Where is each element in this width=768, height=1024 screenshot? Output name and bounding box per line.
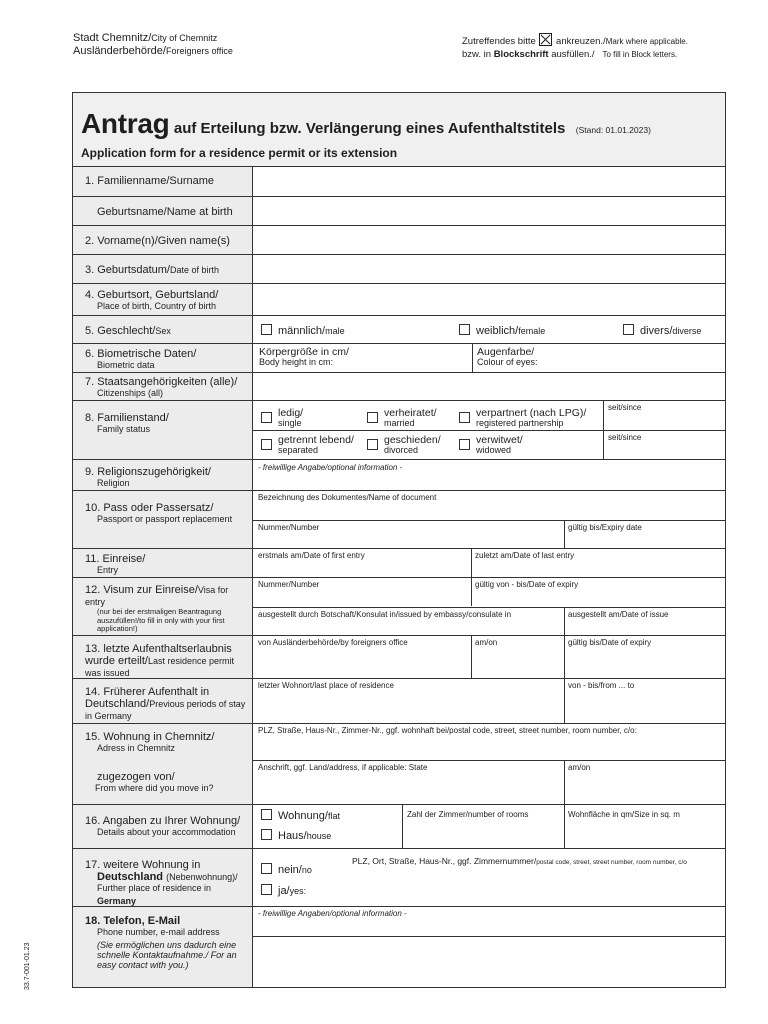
permit-office-field[interactable]: von Ausländerbehörde/by foreigners office [258,638,408,647]
label-visa: 12. Visum zur Einreise/ [85,584,198,596]
row-entry [73,549,725,578]
label-biometric: 6. Biometrische Daten/ [85,348,197,360]
checkbox-flat[interactable] [261,809,272,820]
divider [472,344,473,372]
label-biometric-en: Biometric data [97,360,155,370]
eyes-label-en: Colour of eyes: [477,357,538,367]
option-divorced: geschieden/ [384,434,441,446]
label-birthdate-en: Date of birth [170,265,220,275]
row-birthdate [73,255,725,284]
row-sex [73,316,725,344]
passport-fields [253,491,725,548]
address-fields [253,724,725,804]
divider [402,805,403,848]
label-birthname: Geburtsname/Name at birth [97,206,233,218]
surname-field[interactable] [253,167,725,196]
row-accommodation [73,805,725,849]
instr-text: bzw. in [462,49,492,60]
label-passport-en: Passport or passport replacement [97,514,233,524]
instr-text: Zutreffendes bitte [462,36,536,47]
option-partnership-en: registered partnership [476,418,564,428]
option-house: Haus/ [278,830,307,842]
office-de: Ausländerbehörde/ [73,45,166,57]
option-diverse-en: diverse [672,326,702,336]
family-status-options [253,401,725,459]
option-separated: getrennt lebend/ [278,434,354,446]
label-visa-note: (nur bei der erstmaligen Beantragung auszufüllen!/to fill in only with your first application!) [97,607,225,633]
form-code: 33.7-001-01.23 [24,942,31,990]
checkbox-no[interactable] [261,863,272,874]
birthname-field[interactable] [253,197,725,225]
row-contact [73,907,725,987]
option-single: ledig/ [278,407,304,419]
height-field[interactable] [259,347,349,367]
eye-color-field[interactable] [477,347,538,367]
passport-number-field[interactable]: Nummer/Number [258,523,320,532]
label-religion-en: Religion [97,478,130,488]
checkbox-single[interactable] [261,412,272,423]
permit-date-field[interactable]: am/on [475,638,498,647]
option-married: verheiratet/ [384,407,437,419]
visa-validity-field[interactable]: gültig von - bis/Date of expiry [475,580,579,589]
label-sex-en: Sex [155,326,171,336]
label-sex: 5. Geschlecht/ [85,325,156,337]
size-field[interactable]: Wohnfläche in qm/Size in sq. m [568,810,680,819]
title-stand: (Stand: 01.01.2023) [575,125,651,135]
since-field-1[interactable]: seit/since [608,403,642,412]
label-accommodation-en: Details about your accommodation [97,827,236,837]
entry-fields [253,549,725,577]
move-date-field[interactable]: am/on [568,763,591,772]
row-given-names [73,226,725,255]
option-diverse: divers/ [640,325,673,337]
row-birthplace [73,284,725,316]
last-entry-field[interactable]: zuletzt am/Date of last entry [475,551,575,560]
rooms-field[interactable]: Zahl der Zimmer/number of rooms [407,810,529,819]
further-address-label-en: postal code, street, street number, room number, c/o [536,859,687,866]
label-previous-stay: 14. Früherer Aufenthalt in Deutschland/ [85,686,210,710]
label-given-names: 2. Vorname(n)/Given name(s) [85,235,230,247]
row-passport [73,491,725,549]
given-names-field[interactable] [253,226,725,254]
option-divorced-en: divorced [384,445,419,455]
previous-stay-fields [253,679,725,723]
office-en: Foreigners office [165,46,233,56]
permit-expiry-field[interactable]: gültig bis/Date of expiry [568,638,652,647]
further-address-field[interactable] [349,855,725,869]
label-entry-en: Entry [97,565,119,575]
label-further-residence-en-bold: Germany [97,896,137,906]
label-family-status-en: Family status [97,424,151,434]
crossed-box-icon [539,33,552,46]
checkbox-diverse[interactable] [623,324,634,335]
row-religion [73,460,725,491]
label-accommodation: 16. Angaben zu Ihrer Wohnung/ [85,815,241,827]
label-family-status: 8. Familienstand/ [85,412,169,424]
option-no-en: no [301,865,312,875]
label-contact-note: (Sie ermöglichen uns dadurch eine schnelle Kontaktaufnahme./ For an easy contact with you.) [97,940,237,970]
city-en: City of Chemnitz [151,33,218,43]
label-birthplace-en: Place of birth, Country of birth [97,301,217,311]
option-flat-en: flat [327,811,340,821]
instr-text: ankreuzen./ [556,36,606,47]
label-moved-from-en: From where did you move in? [95,783,214,793]
birthdate-field[interactable] [253,255,725,283]
option-male-en: male [325,326,345,336]
label-passport: 10. Pass oder Passersatz/ [85,502,214,514]
title-antrag: Antrag [81,108,170,139]
religion-field[interactable] [253,460,725,490]
option-female: weiblich/ [476,325,519,337]
since-field-2[interactable]: seit/since [608,433,642,442]
optional-note: - freiwillige Angabe/optional information - [258,463,403,472]
label-further-residence: 17. weitere Wohnung in [85,859,201,871]
label-further-residence-en: Further place of residence in [97,883,212,893]
option-partnership: verpartnert (nach LPG)/ [476,407,587,419]
fill-instructions [462,33,688,61]
city-de: Stadt Chemnitz/ [73,32,152,44]
eyes-label: Augenfarbe/ [477,346,535,358]
accommodation-fields [253,805,725,848]
row-surname [73,167,725,197]
label-last-permit: 13. letzte Aufenthaltserlaubnis wurde erteilt/ [85,643,232,667]
title-rest: auf Erteilung bzw. Verlängerung eines Aufenthaltstitels [173,120,566,137]
further-address-label: PLZ, Ort, Straße, Haus-Nr., ggf. Zimmernummer/ [352,856,537,866]
label-further-residence-bold: Deutschland [97,871,164,883]
option-male: männlich/ [278,325,326,337]
option-female-en: female [518,326,546,336]
label-address: 15. Wohnung in Chemnitz/ [85,731,215,743]
option-no: nein/ [278,864,302,876]
email-field[interactable] [255,937,725,987]
application-form [72,92,726,988]
option-flat: Wohnung/ [278,810,328,822]
page-title [81,108,651,140]
option-married-en: married [384,418,415,428]
option-yes-en: yes: [289,886,307,896]
checkbox-female[interactable] [459,324,470,335]
checkbox-separated[interactable] [261,439,272,450]
label-religion: 9. Religionszugehörigkeit/ [85,466,211,478]
label-further-residence-sub: (Nebenwohnung)/ [166,872,238,882]
instr-text-en: To fill in Block letters. [602,50,678,59]
label-birthplace: 4. Geburtsort, Geburtsland/ [85,289,219,301]
checkbox-widowed[interactable] [459,439,470,450]
row-previous-stay [73,679,725,724]
row-family-status [73,401,725,460]
option-separated-en: separated [278,445,319,455]
label-surname: 1. Familienname/Surname [85,175,215,187]
citizenship-field[interactable] [253,373,725,400]
row-address [73,724,725,805]
title-box [73,93,725,167]
checkbox-male[interactable] [261,324,272,335]
first-entry-field[interactable]: erstmals am/Date of first entry [258,551,365,560]
last-residence-field[interactable]: letzter Wohnort/last place of residence [258,681,394,690]
label-moved-from: zugezogen von/ [97,771,175,783]
passport-expiry-field[interactable]: gültig bis/Expiry date [568,523,642,532]
checkbox-yes[interactable] [261,884,272,895]
further-residence-fields [253,849,725,906]
contact-fields [253,907,725,987]
label-citizenship-en: Citizenships (all) [97,388,164,398]
visa-number-field[interactable]: Nummer/Number [258,580,320,589]
birthplace-field[interactable] [253,284,725,315]
row-birthname [73,197,725,226]
row-citizenship [73,373,725,401]
option-single-en: single [278,418,302,428]
document-name-field[interactable]: Bezeichnung des Dokumentes/Name of document [258,493,437,502]
label-contact: 18. Telefon, E-Mail [85,915,181,927]
page-subtitle: Application form for a residence permit or its extension [81,146,398,160]
option-widowed: verwitwet/ [476,434,523,446]
checkbox-house[interactable] [261,829,272,840]
label-previous-stay-en: Previous periods of stay in Germany [85,699,246,721]
stay-period-field[interactable]: von - bis/from ... to [568,681,635,690]
height-label-en: Body height in cm: [259,357,334,367]
instr-text: ausfüllen./ [551,49,595,60]
label-birthdate: 3. Geburtsdatum/ [85,264,170,276]
checkbox-divorced[interactable] [367,439,378,450]
checkbox-married[interactable] [367,412,378,423]
row-biometric [73,344,725,373]
row-last-permit [73,636,725,679]
row-visa [73,578,725,636]
visa-issuer-field[interactable]: ausgestellt durch Botschaft/Konsulat in/issued by embassy/consulate in [258,610,512,619]
instr-text-bold: Blockschrift [493,49,549,60]
option-house-en: house [306,831,332,841]
option-widowed-en: widowed [476,445,512,455]
label-entry: 11. Einreise/ [85,553,146,565]
instr-text-en: Mark where applicable. [605,37,688,46]
label-contact-en: Phone number, e-mail address [97,927,220,937]
issuer-block [73,32,233,58]
visa-issue-date-field[interactable]: ausgestellt am/Date of issue [568,610,669,619]
option-yes: ja/ [278,885,290,897]
chemnitz-address-field[interactable]: PLZ, Straße, Haus-Nr., Zimmer-Nr., ggf. wohnhaft bei/postal code, street, street number, room number, c/o: [258,726,637,735]
row-further-residence [73,849,725,907]
previous-address-field[interactable]: Anschrift, ggf. Land/address, if applicable: State [258,763,428,772]
label-visa-en: Visa for entry [85,585,229,607]
last-permit-fields [253,636,725,678]
checkbox-registered-partnership[interactable] [459,412,470,423]
sex-options [253,316,725,343]
label-citizenship: 7. Staatsangehörigkeiten (alle)/ [85,376,238,388]
biometric-fields [253,344,725,372]
divider [603,401,604,459]
phone-field[interactable]: - freiwillige Angaben/optional information - [258,909,407,918]
divider [253,430,725,431]
label-last-permit-en: Last residence permit was issued [85,656,235,678]
visa-fields [253,578,725,635]
label-address-en: Adress in Chemnitz [97,743,176,753]
height-label: Körpergröße in cm/ [259,346,349,358]
